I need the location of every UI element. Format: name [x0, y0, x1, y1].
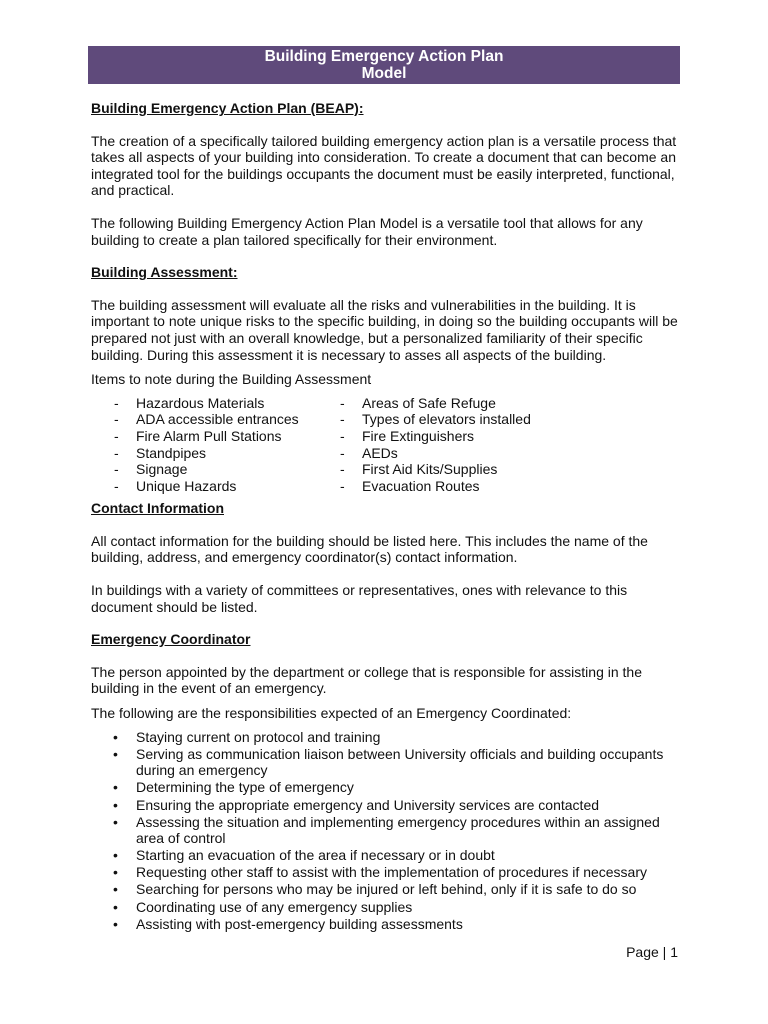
bullet-dot-icon: •: [113, 745, 118, 762]
assessment-list-item-label: First Aid Kits/Supplies: [362, 461, 498, 478]
contact-paragraph-1: All contact information for the building should be listed here. This includes the name of the building, address, and emergency coordinator(s) contact information.: [91, 532, 648, 566]
assessment-list-item: [340, 461, 531, 478]
coordinator-responsibilities-list: [91, 729, 681, 933]
bullet-dot-icon: •: [113, 779, 118, 796]
responsibility-label: Coordinating use of any emergency supplies: [136, 898, 413, 915]
responsibility-label: Assessing the situation and implementing emergency procedures within an assigned area of control: [136, 813, 660, 847]
assessment-list-item-label: Areas of Safe Refuge: [362, 394, 496, 411]
beap-paragraph-1: The creation of a specifically tailored building emergency action plan is a versatile process that takes all aspects of your building into consideration. To create a document that can become an integrated tool for the buildings occupants the document must be easily interpreted, functional, and practical.: [91, 132, 677, 199]
assessment-list-item-label: Types of elevators installed: [362, 411, 531, 428]
assessment-list-item-label: Unique Hazards: [136, 477, 237, 494]
responsibility-list-item: [91, 797, 681, 814]
responsibility-label: Ensuring the appropriate emergency and University services are contacted: [136, 796, 600, 813]
bullet-dot-icon: •: [113, 881, 118, 898]
dash-bullet: -: [114, 411, 119, 428]
assessment-list-item-label: Signage: [136, 461, 188, 478]
assessment-items-intro: Items to note during the Building Assessment: [91, 371, 372, 388]
document-body: [91, 100, 681, 933]
responsibility-label: Starting an evacuation of the area if necessary or in doubt: [136, 847, 495, 864]
dash-bullet: -: [114, 444, 119, 461]
assessment-list-item: [114, 411, 340, 428]
dash-bullet: -: [340, 477, 345, 494]
responsibility-label: Staying current on protocol and training: [136, 728, 381, 745]
assessment-list-item: [340, 428, 531, 445]
responsibility-label: Assisting with post-emergency building assessments: [136, 915, 463, 932]
assessment-items-right-column: [340, 395, 531, 495]
responsibility-list-item: [91, 746, 681, 779]
dash-bullet: -: [114, 394, 119, 411]
document-title-banner: [88, 46, 680, 84]
assessment-list-item: [340, 411, 531, 428]
responsibility-list-item: [91, 864, 681, 881]
dash-bullet: -: [114, 477, 119, 494]
dash-bullet: -: [340, 427, 345, 444]
responsibility-list-item: [91, 847, 681, 864]
page-number: Page | 1: [626, 944, 678, 960]
responsibility-list-item: [91, 729, 681, 746]
dash-bullet: -: [340, 444, 345, 461]
contact-information-heading: Contact Information: [91, 500, 224, 517]
assessment-list-item: [114, 428, 340, 445]
bullet-dot-icon: •: [113, 898, 118, 915]
coordinator-paragraph-2: The following are the responsibilities expected of an Emergency Coordinated:: [91, 705, 572, 722]
assessment-items-list: [91, 395, 681, 495]
bullet-dot-icon: •: [113, 813, 118, 830]
bullet-dot-icon: •: [113, 864, 118, 881]
responsibility-list-item: [91, 779, 681, 796]
assessment-list-item-label: Hazardous Materials: [136, 394, 265, 411]
dash-bullet: -: [114, 427, 119, 444]
coordinator-paragraph-1: The person appointed by the department or college that is responsible for assisting in the building in the event of an emergency.: [91, 663, 642, 697]
dash-bullet: -: [340, 411, 345, 428]
responsibility-label: Determining the type of emergency: [136, 779, 354, 796]
assessment-list-item: [114, 478, 340, 495]
responsibility-list-item: [91, 814, 681, 847]
building-assessment-heading: Building Assessment:: [91, 264, 238, 281]
bullet-dot-icon: •: [113, 847, 118, 864]
bullet-dot-icon: •: [113, 915, 118, 932]
assessment-list-item-label: Fire Alarm Pull Stations: [136, 427, 282, 444]
dash-bullet: -: [114, 461, 119, 478]
assessment-list-item-label: Evacuation Routes: [362, 477, 480, 494]
assessment-list-item: [114, 395, 340, 412]
assessment-list-item-label: ADA accessible entrances: [136, 411, 299, 428]
assessment-list-item-label: Standpipes: [136, 444, 207, 461]
responsibility-label: Serving as communication liaison between University officials and building occupants during an emergency: [136, 745, 664, 779]
assessment-list-item-label: AEDs: [362, 444, 398, 461]
assessment-list-item: [340, 445, 531, 462]
dash-bullet: -: [340, 394, 345, 411]
responsibility-list-item: [91, 881, 681, 898]
document-title-line2: Model: [361, 65, 407, 82]
dash-bullet: -: [340, 461, 345, 478]
document-title-line1: Building Emergency Action Plan: [264, 48, 504, 65]
assessment-list-item: [114, 445, 340, 462]
responsibility-label: Searching for persons who may be injured or left behind, only if it is safe to do so: [136, 881, 637, 898]
emergency-coordinator-heading: Emergency Coordinator: [91, 631, 251, 648]
assessment-list-item: [340, 395, 531, 412]
responsibility-list-item: [91, 899, 681, 916]
beap-heading: Building Emergency Action Plan (BEAP):: [91, 100, 364, 116]
contact-paragraph-2: In buildings with a variety of committees or representatives, ones with relevance to this document should be listed.: [91, 582, 628, 615]
assessment-list-item-label: Fire Extinguishers: [362, 427, 475, 444]
bullet-dot-icon: •: [113, 728, 118, 745]
assessment-list-item: [114, 461, 340, 478]
bullet-dot-icon: •: [113, 796, 118, 813]
building-assessment-paragraph: The building assessment will evaluate all the risks and vulnerabilities in the building. It is important to note unique risks to the specific building, in doing so the building occupants will be prepared not just with an overall knowledge, but a personalized familiarity of their specific building. During this assessment it is necessary to asses all aspects of the building.: [91, 296, 678, 363]
assessment-items-left-column: [114, 395, 340, 495]
responsibility-list-item: [91, 916, 681, 933]
beap-paragraph-2: The following Building Emergency Action Plan Model is a versatile tool that allows for any building to create a plan tailored specifically for their environment.: [91, 214, 643, 248]
assessment-list-item: [340, 478, 531, 495]
responsibility-label: Requesting other staff to assist with the implementation of procedures if necessary: [136, 864, 648, 881]
